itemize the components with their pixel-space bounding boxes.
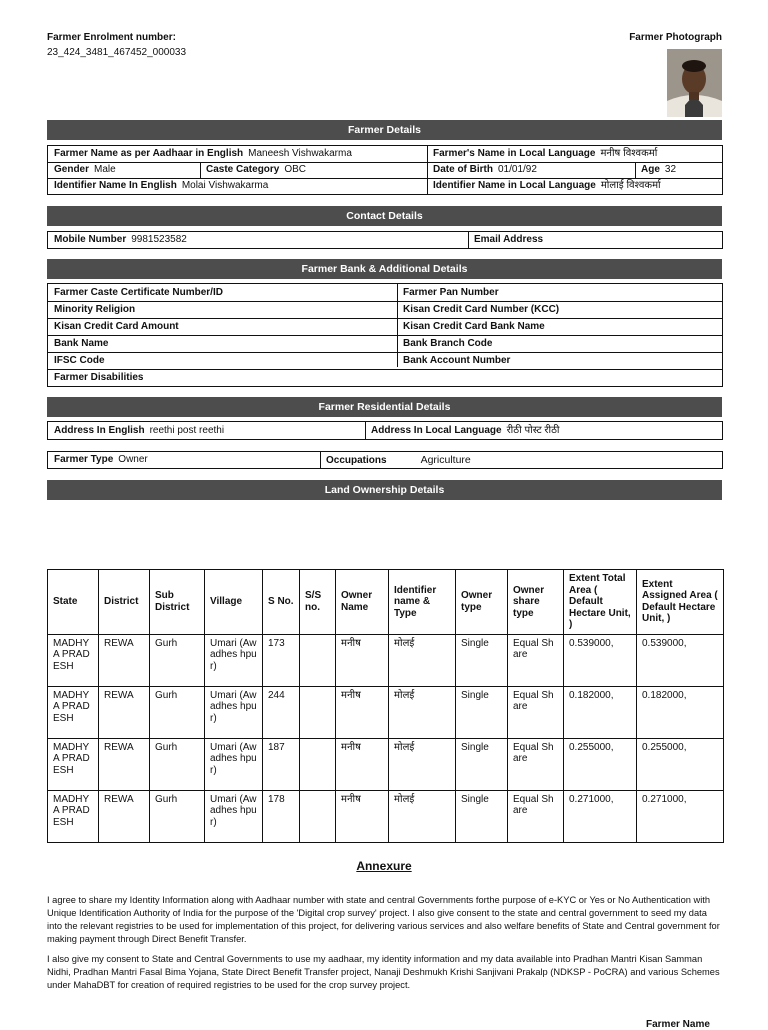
kcc-amount: Kisan Credit Card Amount (54, 321, 179, 332)
farmer-type-table (47, 451, 723, 469)
land-cell: Single (456, 634, 508, 686)
land-col-header: State (48, 570, 99, 635)
land-cell: 0.271000, (637, 790, 724, 842)
land-cell: मनीष (336, 738, 389, 790)
address-table (47, 421, 723, 440)
farmer-type: Farmer Type Owner (54, 454, 148, 465)
land-cell: Umari (Awadhes hpur) (205, 686, 263, 738)
land-cell: Equal Share (508, 634, 564, 686)
bank-name: Bank Name (54, 338, 109, 349)
farmer-name-local: Farmer's Name in Local Language मनीष विश्वकर्मा (433, 148, 658, 159)
land-cell: 173 (263, 634, 300, 686)
land-col-header: Extent Assigned Area ( Default Hectare Unit, ) (637, 570, 724, 635)
land-cell: 0.271000, (564, 790, 637, 842)
land-ownership-header: Land Ownership Details (47, 480, 722, 500)
caste-category: Caste Category OBC (206, 164, 307, 175)
consent-paragraph-1: I agree to share my Identity Information along with Aadhaar number with state and central Governments forthe purpose of e-KYC or Yes or No Authentication with Unique Identification Authority of India for the purpose of the 'Digital crop survey' project. I also give consent to the state and central government to seed my data into the relevant registries to be used for implementation of this project, for delivering various services and also welfare benefits of State and Central government for making payment through Direct Benefit Transfer. (47, 895, 720, 944)
minority-religion: Minority Religion (54, 304, 136, 315)
land-cell: MADHYA PRADESH (48, 634, 99, 686)
land-cell (300, 634, 336, 686)
table-row (48, 634, 724, 686)
land-cell: मनीष (336, 686, 389, 738)
land-cell: Gurh (150, 738, 205, 790)
land-cell (300, 686, 336, 738)
land-col-header: S/S no. (300, 570, 336, 635)
land-cell: मोलई (389, 634, 456, 686)
land-ownership-table (47, 569, 724, 843)
land-cell: 0.539000, (564, 634, 637, 686)
land-cell: Equal Share (508, 686, 564, 738)
farmer-name-footer: Farmer Name (646, 1019, 710, 1030)
table-row (48, 738, 724, 790)
land-cell: 178 (263, 790, 300, 842)
bank-details-header: Farmer Bank & Additional Details (47, 259, 722, 279)
land-cell: Equal Share (508, 790, 564, 842)
address-local: Address In Local Language रीठी पोस्ट रीठी (371, 425, 560, 436)
address-en: Address In English reethi post reethi (54, 425, 225, 436)
identifier-name-en: Identifier Name In English Molai Vishwakarma (54, 180, 269, 191)
land-col-header: S No. (263, 570, 300, 635)
land-cell: मनीष (336, 790, 389, 842)
land-cell: REWA (99, 790, 150, 842)
land-cell: 0.539000, (637, 634, 724, 686)
contact-details-header: Contact Details (47, 206, 722, 226)
land-cell: 244 (263, 686, 300, 738)
land-cell: 0.255000, (637, 738, 724, 790)
consent-paragraph-2: I also give my consent to State and Central Governments to use my aadhaar, my identity information and my data available into Pradhan Mantri Kisan Samman Nidhi, Pradhan Mantri Fasal Bima Yojana, State Direct Benefit Transfer project, Nanaji Deshmukh Krishi Sanjivani Prakalp (NDKSP - PoCRA) and various Schemes under MahaDBT for creation of required registries to be used for the crop survey project. (47, 954, 720, 990)
farmer-details-table (47, 145, 723, 195)
land-cell: Single (456, 686, 508, 738)
land-cell: Umari (Awadhes hpur) (205, 738, 263, 790)
land-cell: Single (456, 790, 508, 842)
table-row (48, 790, 724, 842)
identifier-name-local: Identifier Name in Local Language मोलाई विश्वकर्मा (433, 180, 661, 191)
land-cell: MADHYA PRADESH (48, 790, 99, 842)
residential-details-header: Farmer Residential Details (47, 397, 722, 417)
farmer-name-en: Farmer Name as per Aadhaar in English Maneesh Vishwakarma (54, 148, 352, 159)
land-cell: 0.182000, (637, 686, 724, 738)
land-cell: REWA (99, 634, 150, 686)
gender: Gender Male (54, 164, 116, 175)
enrolment-number: 23_424_3481_467452_000033 (47, 47, 187, 58)
land-cell: MADHYA PRADESH (48, 686, 99, 738)
contact-details-table (47, 231, 723, 249)
land-col-header: Extent Total Area ( Default Hectare Unit, ) (564, 570, 637, 635)
land-cell (300, 738, 336, 790)
land-cell: मोलई (389, 686, 456, 738)
enrolment-label: Farmer Enrolment number: (47, 32, 176, 43)
pan-number: Farmer Pan Number (403, 287, 499, 298)
land-col-header: Village (205, 570, 263, 635)
age: Age 32 (641, 164, 677, 175)
farmer-details-header: Farmer Details (47, 120, 722, 140)
land-cell (300, 790, 336, 842)
table-row (48, 686, 724, 738)
annexure-title: Annexure (356, 859, 412, 873)
photo-label: Farmer Photograph (629, 32, 722, 43)
land-col-header: Sub District (150, 570, 205, 635)
occupations: Occupations Agriculture (326, 454, 471, 466)
land-cell: मोलई (389, 738, 456, 790)
bank-details-table (47, 283, 723, 387)
land-cell: Single (456, 738, 508, 790)
land-cell: Umari (Awadhes hpur) (205, 790, 263, 842)
kcc-bank-name: Kisan Credit Card Bank Name (403, 321, 545, 332)
land-col-header: District (99, 570, 150, 635)
email-address: Email Address (474, 234, 544, 245)
land-cell: 0.255000, (564, 738, 637, 790)
land-cell: मनीष (336, 634, 389, 686)
land-col-header: Identifier name & Type (389, 570, 456, 635)
land-cell: Gurh (150, 790, 205, 842)
land-cell: Gurh (150, 686, 205, 738)
farmer-disabilities: Farmer Disabilities (54, 372, 144, 383)
mobile-number: Mobile Number 9981523582 (54, 234, 187, 245)
land-cell: REWA (99, 686, 150, 738)
land-cell: Umari (Awadhes hpur) (205, 634, 263, 686)
land-cell: 0.182000, (564, 686, 637, 738)
bank-branch-code: Bank Branch Code (403, 338, 493, 349)
ifsc-code: IFSC Code (54, 355, 105, 366)
bank-account-number: Bank Account Number (403, 355, 511, 366)
date-of-birth: Date of Birth 01/01/92 (433, 164, 537, 175)
land-cell: Equal Share (508, 738, 564, 790)
kcc-number: Kisan Credit Card Number (KCC) (403, 304, 560, 315)
land-col-header: Owner Name (336, 570, 389, 635)
land-cell: 187 (263, 738, 300, 790)
land-col-header: Owner share type (508, 570, 564, 635)
land-col-header: Owner type (456, 570, 508, 635)
land-cell: मोलई (389, 790, 456, 842)
farmer-photo (667, 49, 722, 117)
caste-certificate: Farmer Caste Certificate Number/ID (54, 287, 223, 298)
land-cell: REWA (99, 738, 150, 790)
land-cell: Gurh (150, 634, 205, 686)
land-cell: MADHYA PRADESH (48, 738, 99, 790)
